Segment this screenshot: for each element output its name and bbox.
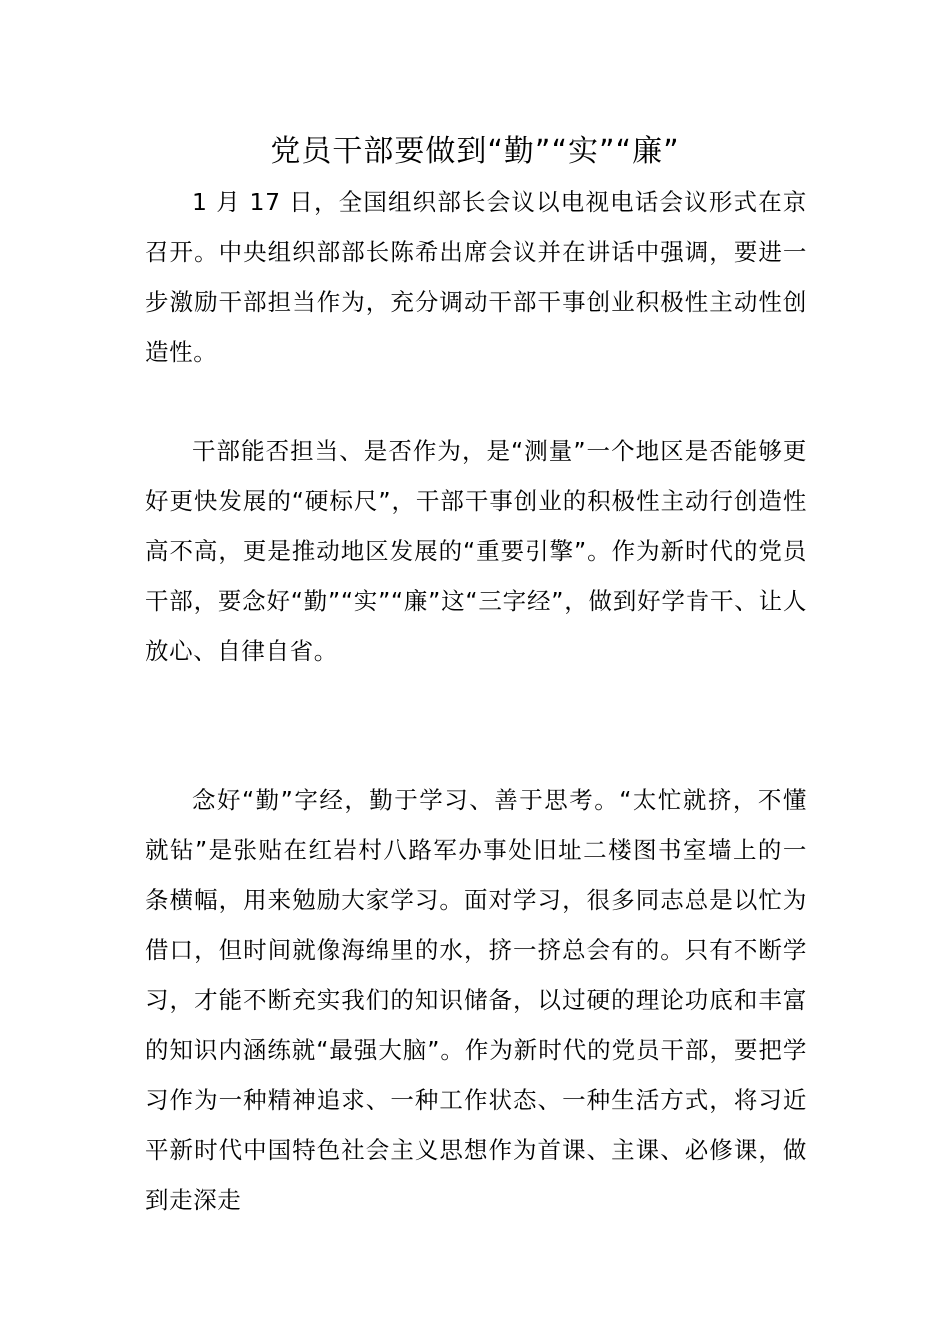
paragraph-cadre-responsibility: 干部能否担当、是否作为，是“测量”一个地区是否能够更好更快发展的“硬标尺”，干部干事创业的积极性主动行创造性高不高，更是推动地区发展的“重要引擎”。作为新时代的党员干部，要念好“勤”“实”“廉”这“三字经”，做到好学肯干、让人放心、自律自省。	[145, 437, 807, 665]
document-title: 党员干部要做到“勤”“实”“廉”	[270, 134, 680, 169]
paragraph-intro: 1 月 17 日，全国组织部长会议以电视电话会议形式在京召开。中央组织部部长陈希出席会议并在讲话中强调，要进一步激励干部担当作为，充分调动干部干事创业积极性主动性创造性。	[145, 188, 807, 366]
paragraph-diligence: 念好“勤”字经，勤于学习、善于思考。“太忙就挤，不懂就钻”是张贴在红岩村八路军办事处旧址二楼图书室墙上的一条横幅，用来勉励大家学习。面对学习，很多同志总是以忙为借口，但时间就像海绵里的水，挤一挤总会有的。只有不断学习，才能不断充实我们的知识储备，以过硬的理论功底和丰富的知识内涵练就“最强大脑”。作为新时代的党员干部，要把学习作为一种精神追求、一种工作状态、一种生活方式，将习近平新时代中国特色社会主义思想作为首课、主课、必修课，做到走深走	[145, 786, 807, 1214]
